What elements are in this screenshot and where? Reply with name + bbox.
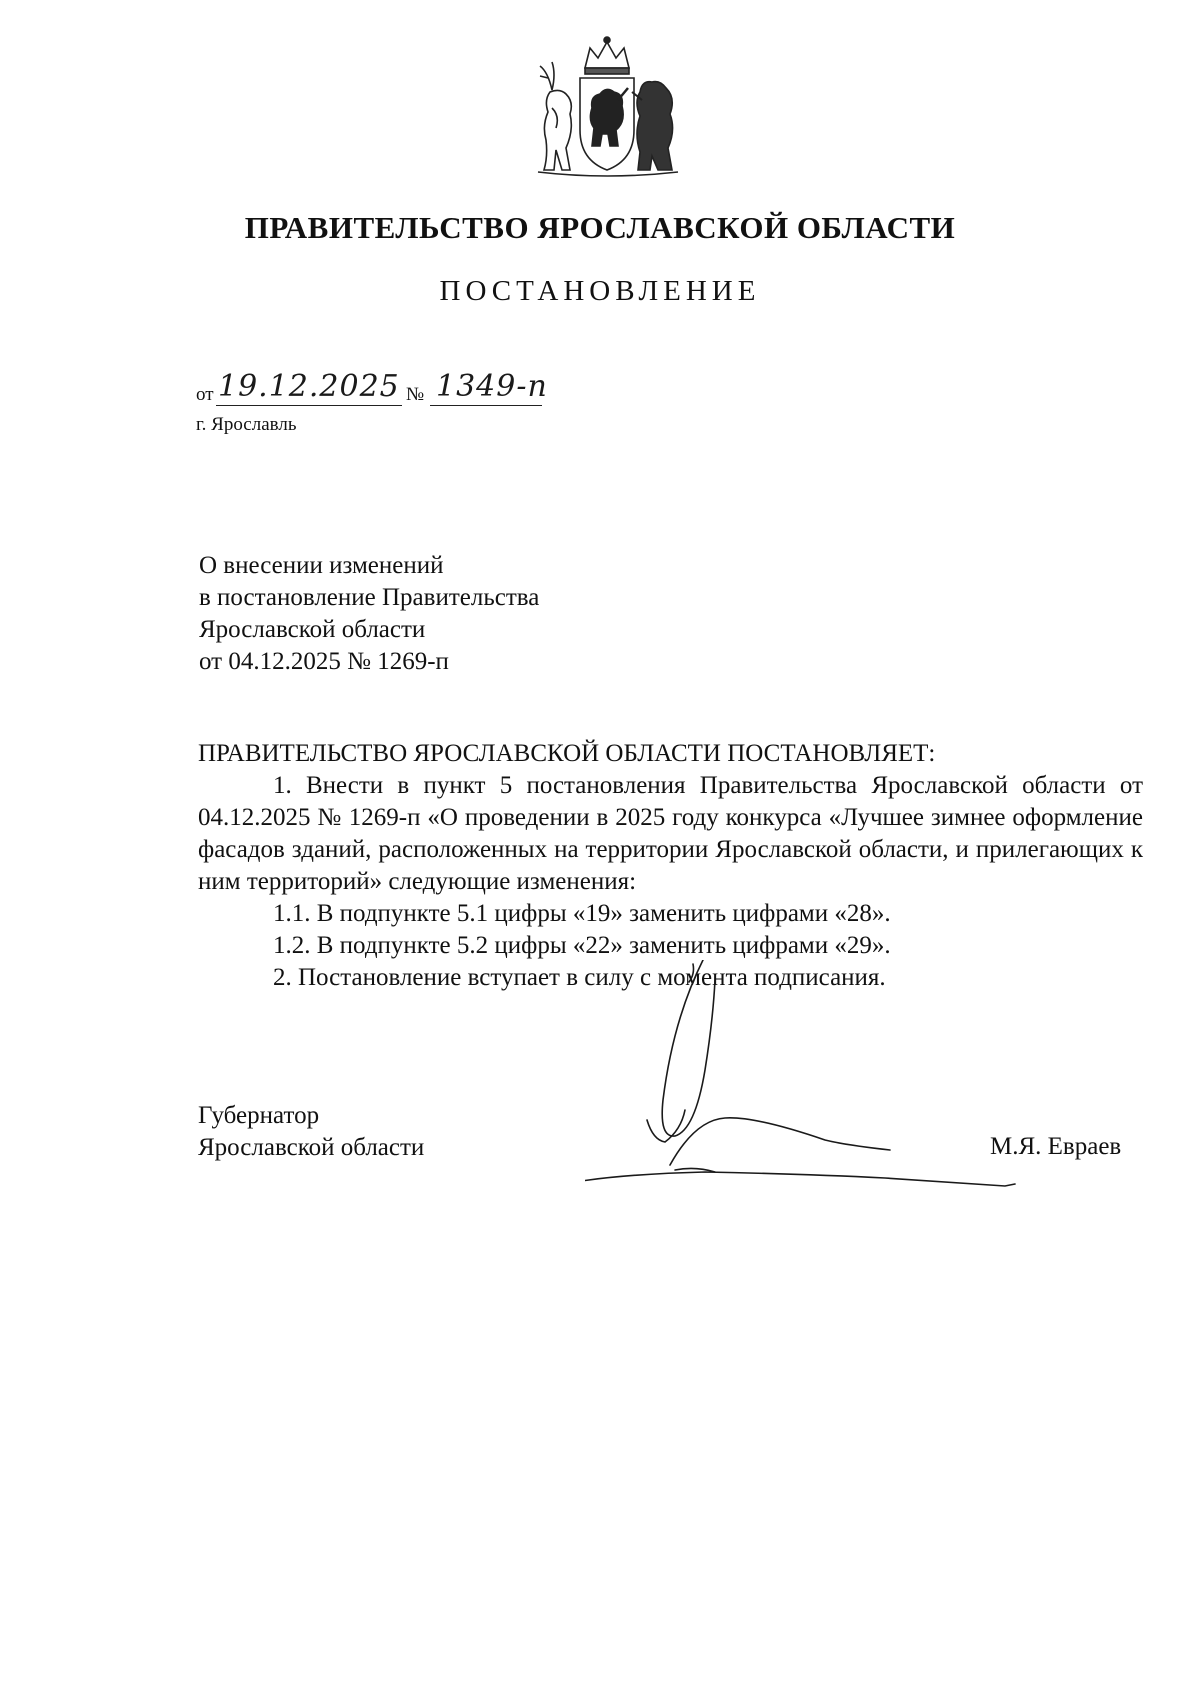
number-underline bbox=[430, 405, 542, 406]
signer-position-line: Ярославской области bbox=[198, 1134, 425, 1161]
handwritten-signature bbox=[585, 960, 1025, 1220]
paragraph: 1. Внести в пункт 5 постановления Правительства Ярославской области от 04.12.2025 № 1269-п «О проведении в 2025 году конкурса «Лучшее зимнее оформление фасадов зданий, расположенных на территории Ярославской области, и прилегающих к ним территорий» следующие изменения: bbox=[198, 772, 1143, 895]
date-prefix: от bbox=[196, 384, 214, 405]
signer-name: М.Я. Евраев bbox=[990, 1133, 1122, 1160]
organization-title: ПРАВИТЕЛЬСТВО ЯРОСЛАВСКОЙ ОБЛАСТИ bbox=[244, 210, 956, 245]
document-body bbox=[198, 738, 1143, 994]
handwritten-number: 1349-п bbox=[436, 369, 548, 404]
document-type: ПОСТАНОВЛЕНИЕ bbox=[439, 275, 761, 307]
number-prefix: № bbox=[406, 384, 425, 405]
signer-position-line: Губернатор bbox=[198, 1102, 320, 1129]
preamble: ПРАВИТЕЛЬСТВО ЯРОСЛАВСКОЙ ОБЛАСТИ ПОСТАНОВЛЯЕТ: bbox=[198, 740, 936, 767]
city-label: г. Ярославль bbox=[196, 414, 297, 435]
subject-line: О внесении изменений bbox=[199, 552, 444, 579]
date-number-line bbox=[196, 370, 576, 410]
paragraph: 1.2. В подпункте 5.2 цифры «22» заменить цифрами «29». bbox=[273, 932, 891, 959]
yaroslavl-coat-of-arms-icon bbox=[530, 30, 685, 185]
signer-position bbox=[198, 1100, 424, 1164]
date-underline bbox=[216, 405, 402, 406]
paragraph: 1.1. В подпункте 5.1 цифры «19» заменить цифрами «28». bbox=[273, 900, 891, 927]
subject-line: в постановление Правительства bbox=[199, 584, 540, 611]
handwritten-date: 19.12.2025 bbox=[218, 369, 400, 404]
paragraph: 2. Постановление вступает в силу с момента подписания. bbox=[273, 964, 886, 991]
document-subject bbox=[199, 550, 539, 678]
subject-line: от 04.12.2025 № 1269-п bbox=[199, 648, 449, 675]
subject-line: Ярославской области bbox=[199, 616, 426, 643]
